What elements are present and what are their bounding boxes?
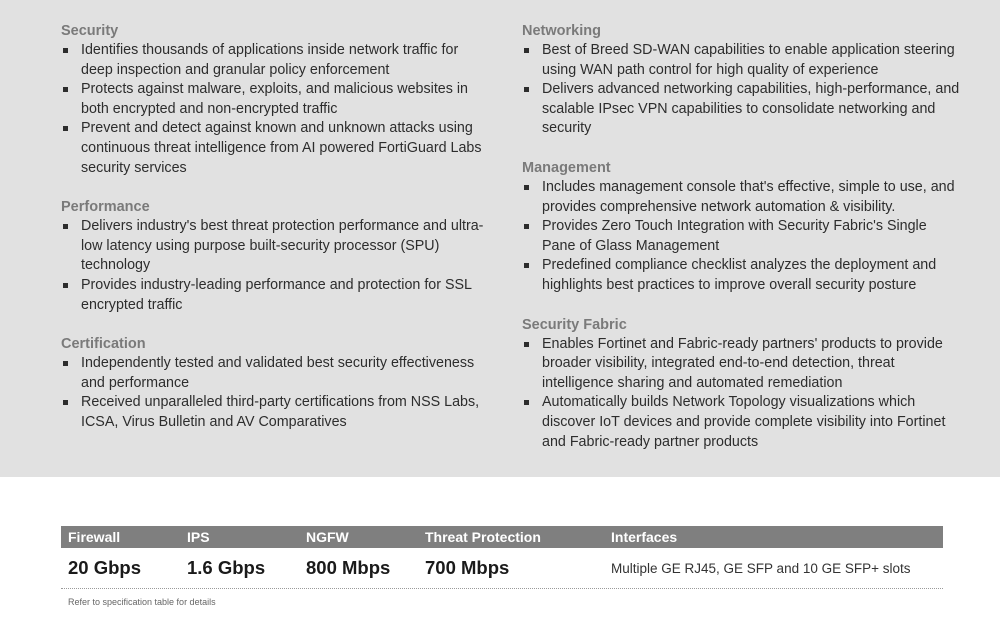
spec-value-ngfw: 800 Mbps xyxy=(306,557,391,578)
bullet-item: Predefined compliance checklist analyzes the deployment and highlights best practices to improve overall security posture xyxy=(522,256,962,295)
section-security-fabric xyxy=(522,316,962,453)
section-title: Security xyxy=(61,23,119,39)
bullet-item: Provides industry-leading performance and protection for SSL encrypted traffic xyxy=(61,276,491,315)
bullet-item: Delivers industry's best threat protection performance and ultra-low latency using purpose built-security processor (SPU) technology xyxy=(61,217,491,276)
bullet-list xyxy=(522,41,962,139)
section-title: Networking xyxy=(522,23,601,39)
section-title: Management xyxy=(522,159,611,176)
section-certification xyxy=(61,335,491,432)
section-title: Security Fabric xyxy=(522,316,627,333)
bullet-list xyxy=(61,217,491,315)
spec-header-ngfw: NGFW xyxy=(306,529,349,545)
bullet-item: Identifies thousands of applications inside network traffic for deep inspection and granular policy enforcement xyxy=(61,41,491,80)
spec-header-threat-protection: Threat Protection xyxy=(425,529,541,545)
spec-table-header xyxy=(61,526,943,548)
section-management xyxy=(522,159,962,296)
spec-value-interfaces: Multiple GE RJ45, GE SFP and 10 GE SFP+ slots xyxy=(611,560,911,576)
bullet-item: Enables Fortinet and Fabric-ready partners' products to provide broader visibility, integrated end-to-end detection, threat intelligence sharing and automated remediation xyxy=(522,335,962,394)
spec-value-ips: 1.6 Gbps xyxy=(187,557,266,578)
footnote: Refer to specification table for details xyxy=(68,597,216,607)
bullet-item: Delivers advanced networking capabilities, high-performance, and scalable IPsec VPN capabilities to consolidate networking and security xyxy=(522,80,962,139)
bullet-item: Best of Breed SD-WAN capabilities to enable application steering using WAN path control for high quality of experience xyxy=(522,41,962,80)
spec-value-firewall: 20 Gbps xyxy=(68,557,141,578)
bullet-item: Provides Zero Touch Integration with Security Fabric's Single Pane of Glass Management xyxy=(522,217,962,256)
features-left-column xyxy=(61,22,491,453)
bullet-item: Prevent and detect against known and unknown attacks using continuous threat intelligence from AI powered FortiGuard Labs security services xyxy=(61,119,491,178)
spec-value-threat-protection: 700 Mbps xyxy=(425,557,510,578)
bullet-item: Independently tested and validated best security effectiveness and performance xyxy=(61,354,491,393)
spec-table-values xyxy=(61,548,943,589)
section-performance xyxy=(61,198,491,315)
bullet-list xyxy=(522,178,962,296)
section-networking xyxy=(522,22,962,139)
spec-table xyxy=(61,526,943,589)
bullet-item: Automatically builds Network Topology visualizations which discover IoT devices and provide complete visibility into Fortinet and Fabric-ready partner products xyxy=(522,393,962,452)
section-title: Performance xyxy=(61,199,150,216)
section-title: Certification xyxy=(61,336,146,353)
bullet-list xyxy=(61,41,491,178)
section-security xyxy=(61,22,491,178)
bullet-item: Protects against malware, exploits, and malicious websites in both encrypted and non-encrypted traffic xyxy=(61,80,491,119)
bullet-item: Includes management console that's effective, simple to use, and provides comprehensive network automation & visibility. xyxy=(522,178,962,217)
spec-header-interfaces: Interfaces xyxy=(611,529,678,545)
bullet-list xyxy=(61,354,491,432)
spec-header-ips: IPS xyxy=(187,529,210,545)
bullet-item: Received unparalleled third-party certifications from NSS Labs, ICSA, Virus Bulletin and AV Comparatives xyxy=(61,393,491,432)
features-right-column xyxy=(522,22,962,472)
bullet-list xyxy=(522,335,962,453)
spec-header-firewall: Firewall xyxy=(68,529,121,545)
